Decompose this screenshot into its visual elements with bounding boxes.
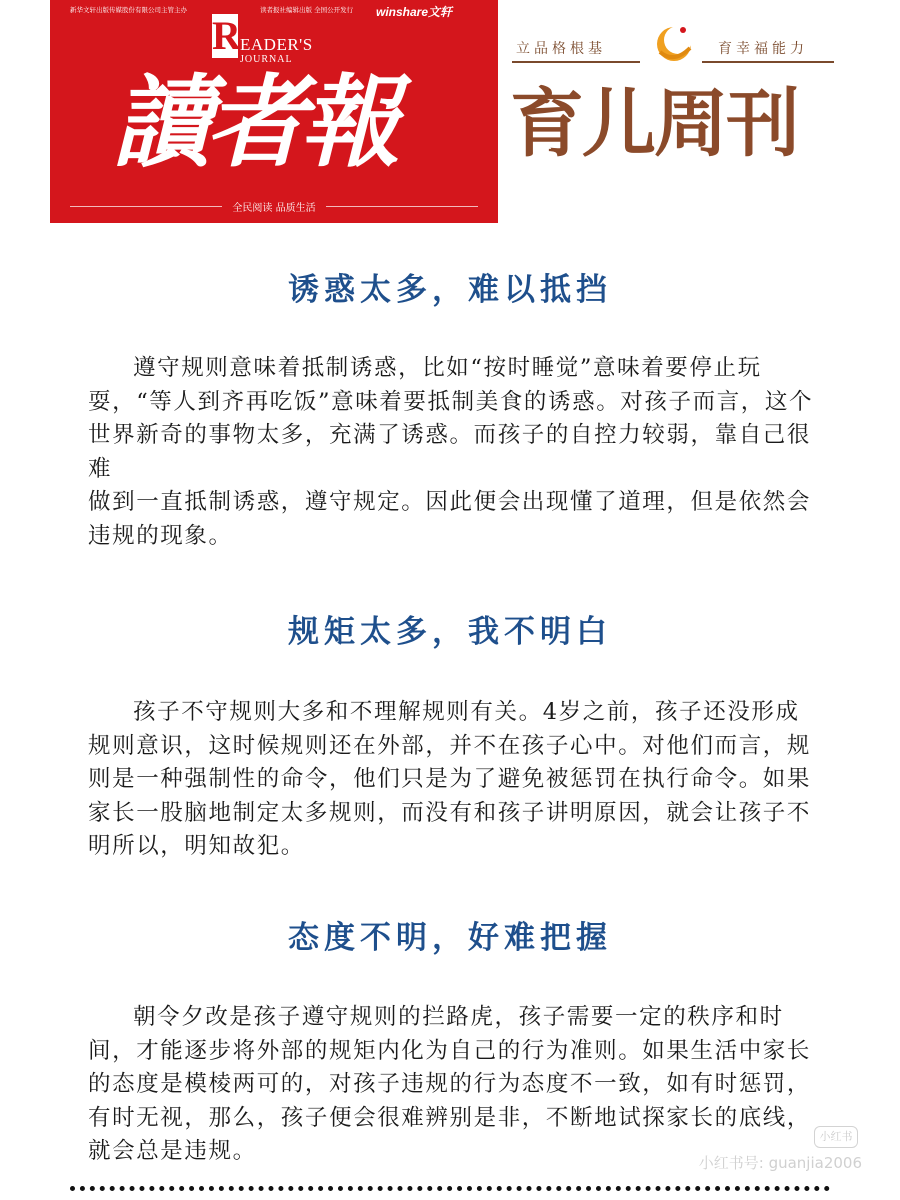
xiaohongshu-badge: 小红书 <box>814 1126 858 1148</box>
slogan-rule-left <box>512 61 640 63</box>
slogan-left: 立品格根基 <box>516 41 606 57</box>
section-paragraph-1 <box>88 352 818 554</box>
readers-en-title: EADER'S <box>240 35 313 54</box>
sun-emblem-icon <box>650 18 698 66</box>
xiaohongshu-watermark: 小红书号: guanjia2006 <box>698 1154 862 1172</box>
masthead-publisher-line <box>50 5 498 19</box>
tagline-rule-right <box>326 206 478 207</box>
publisher-text: 新华文轩出版传媒股份有限公司主管主办 <box>70 6 187 14</box>
winshare-logo: winshare文轩 <box>376 5 453 19</box>
tagline-text: 全民阅读 品质生活 <box>232 202 316 214</box>
readers-initial: R <box>212 13 241 58</box>
edition-text: 读者报社编辑出版 全国公开发行 <box>260 6 354 14</box>
parenting-weekly-title: 育儿周刊 <box>510 81 798 167</box>
section-paragraph-2 <box>88 696 818 864</box>
section-heading-2: 规矩太多，我不明白 <box>288 614 612 650</box>
slogan-right: 育幸福能力 <box>718 41 808 57</box>
paragraph-text: 遵守规则意味着抵制诱惑，比如“按时睡觉”意味着要停止玩耍，“等人到齐再吃饭”意味着要抵制美食的诱惑。对孩子而言，这个世界新奇的事物太多，充满了诱惑。而孩子的自控力较弱，靠自己很难 <box>88 355 814 482</box>
parenting-weekly-masthead <box>512 18 834 178</box>
paragraph-text: 做到一直抵制诱惑，遵守规定。因此便会出现懂了道理，但是依然会违规的现象。 <box>88 489 812 549</box>
paragraph-text: 朝令夕改是孩子遵守规则的拦路虎，孩子需要一定的秩序和时间，才能逐步将外部的规矩内化为自己的行为准则。如果生活中家长的态度是模棱两可的，对孩子违规的行为态度不一致，如有时惩罚，有时无视，那么，孩子便会很难辨别是非，不断地试探家长的底线，就会总是违规。 <box>88 1004 812 1165</box>
readers-cn-logo: 讀者報 <box>112 63 394 181</box>
section-paragraph-3 <box>88 1001 818 1169</box>
paragraph-text: 孩子不守规则大多和不理解规则有关。4岁之前，孩子还没形成规则意识，这时候规则还在外部，并不在孩子心中。对他们而言，规则是一种强制性的命令，他们只是为了避免被惩罚在执行命令。如果家长一股脑地制定太多规则，而没有和孩子讲明原因，就会让孩子不明所以，明知故犯。 <box>88 699 812 860</box>
journal-en-subtitle: JOURNAL <box>240 54 293 65</box>
section-heading-1: 诱惑太多，难以抵挡 <box>288 272 612 308</box>
section-heading-3: 态度不明，好难把握 <box>288 920 612 956</box>
footer-dotted-divider <box>70 1186 830 1191</box>
slogan-rule-right <box>702 61 834 63</box>
tagline-rule-left <box>70 206 222 207</box>
masthead-tagline <box>70 198 478 214</box>
readers-journal-masthead <box>50 0 498 223</box>
